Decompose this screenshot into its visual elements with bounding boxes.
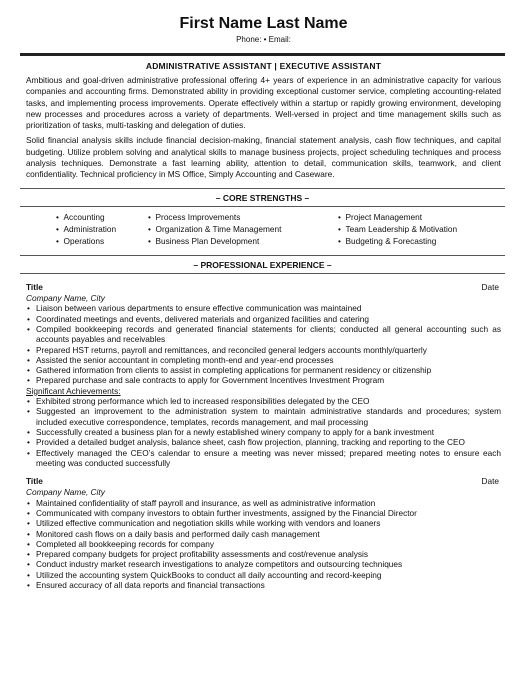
section-divider	[20, 188, 505, 189]
job-entry-1	[26, 282, 501, 468]
list-item: • Gathered information from clients to assist in completing applications for permanent residency or citizenship	[26, 365, 501, 375]
list-item: • Liaison between various departments to ensure effective communication was maintained	[26, 303, 501, 313]
strength-item: • Business Plan Development	[148, 235, 338, 247]
list-item: • Monitored cash flows on a daily basis and performed daily cash management	[26, 529, 501, 539]
list-item: • Prepared purchase and sale contracts to apply for Government Incentives Investment Program	[26, 375, 501, 385]
job-date: Date	[481, 281, 499, 292]
core-strengths-section-header	[20, 188, 505, 207]
strength-item: • Operations	[56, 235, 148, 247]
candidate-name: First Name Last Name	[179, 15, 348, 32]
list-item: • Prepared HST returns, payroll and remittances, and reconciled general ledgers accounts monthly/quarterly	[26, 345, 501, 355]
strength-item: • Administration	[56, 223, 148, 235]
job-title: Title	[26, 476, 43, 487]
list-item: • Provided a detailed budget analysis, balance sheet, cash flow projection, planning, tracking and reporting to the CEO	[26, 437, 501, 447]
header-divider	[20, 53, 505, 56]
list-item: • Completed all bookkeeping records for company	[26, 539, 501, 549]
company-name: Company Name, City	[26, 292, 105, 303]
strength-item: • Project Management	[338, 211, 498, 223]
section-divider	[20, 273, 505, 274]
strength-item: • Process Improvements	[148, 211, 338, 223]
strength-item: • Team Leadership & Motivation	[338, 223, 498, 235]
list-item: • Coordinated meetings and events, delivered materials and organized facilities and catering	[26, 314, 501, 324]
achievements-list	[26, 396, 501, 468]
strength-item: • Accounting	[56, 211, 148, 223]
strength-item: • Organization & Time Management	[148, 223, 338, 235]
job-date: Date	[481, 476, 499, 487]
summary-paragraph-1: Ambitious and goal-driven administrative professional offering 4+ years of experience in an administrative capacity for various companies and accounting firms. Demonstrated ability in providing exceptional customer service, completing accounting-related tasks, and implementing process improvements. Operate effectively within a startup or rapidly growing environment, developing new processes and procedures across a variety of departments. Well-versed in project and time management skills such as prioritization of tasks, multi-tasking and delegation of duties.	[26, 75, 501, 131]
core-strengths-list	[26, 211, 501, 248]
strengths-column-1	[56, 211, 148, 248]
company-name: Company Name, City	[26, 487, 105, 498]
list-item: • Conduct industry market research investigations to analyze competitors and outsourcing techniques	[26, 559, 501, 569]
job-entry-2	[26, 476, 501, 590]
list-item: • Exhibited strong performance which led to increased responsibilities delegated by the CEO	[26, 396, 501, 406]
list-item: • Utilized the accounting system QuickBooks to conduct all daily accounting and record-keeping	[26, 570, 501, 580]
list-item: • Maintained confidentiality of staff payroll and insurance, as well as administrative information	[26, 498, 501, 508]
strengths-column-2	[148, 211, 338, 248]
strengths-column-3	[338, 211, 498, 248]
list-item: • Effectively managed the CEO’s calendar to ensure a meeting was never missed; prepared meeting notes to ensure each meeting was conducted successfully	[26, 448, 501, 469]
list-item: • Prepared company budgets for project profitability assessments and cost/revenue analysis	[26, 549, 501, 559]
strength-item: • Budgeting & Forecasting	[338, 235, 498, 247]
headline: ADMINISTRATIVE ASSISTANT | EXECUTIVE ASSISTANT	[145, 61, 382, 71]
list-item: • Assisted the senior accountant in completing month-end and year-end processes	[26, 355, 501, 365]
summary-paragraph-2: Solid financial analysis skills include financial decision-making, financial statement analysis, cash flow techniques, and capital budgeting. Utilize problem solving and analytical skills to manage business projects, project scheduling techniques and process analysis techniques. Demonstrate a fast learning ability, attention to detail, communication skills, teamwork, and client confidentiality. Technical proficiency in MS Office, Simply Accounting and Caseware.	[26, 135, 501, 180]
section-divider	[20, 255, 505, 256]
job-header	[26, 476, 501, 487]
list-item: • Suggested an improvement to the administration system to maintain administrative standards and procedures; system included executive correspondence, templates, records management, and mail processing	[26, 406, 501, 427]
list-item: • Compiled bookkeeping records and generated financial statements for clients; conducted all general accounting such as accounts payables and receivables	[26, 324, 501, 345]
achievements-label: Significant Achievements:	[26, 385, 121, 396]
section-divider	[20, 206, 505, 207]
experience-title: – PROFESSIONAL EXPERIENCE –	[193, 259, 332, 270]
core-strengths-title: – CORE STRENGTHS –	[215, 192, 310, 203]
contact-line: Phone: • Email:	[236, 35, 291, 44]
list-item: • Ensured accuracy of all data reports and financial transactions	[26, 580, 501, 590]
job-duties-list	[26, 303, 501, 385]
job-header	[26, 282, 501, 293]
experience-section-header	[20, 255, 505, 274]
job-title: Title	[26, 281, 43, 292]
list-item: • Utilized effective communication and negotiation skills while working with vendors and loaners	[26, 518, 501, 528]
list-item: • Successfully created a business plan for a newly established winery company to apply for a bank investment	[26, 427, 501, 437]
list-item: • Communicated with company investors to obtain further investments, assigned by the Financial Director	[26, 508, 501, 518]
job-duties-list	[26, 498, 501, 591]
